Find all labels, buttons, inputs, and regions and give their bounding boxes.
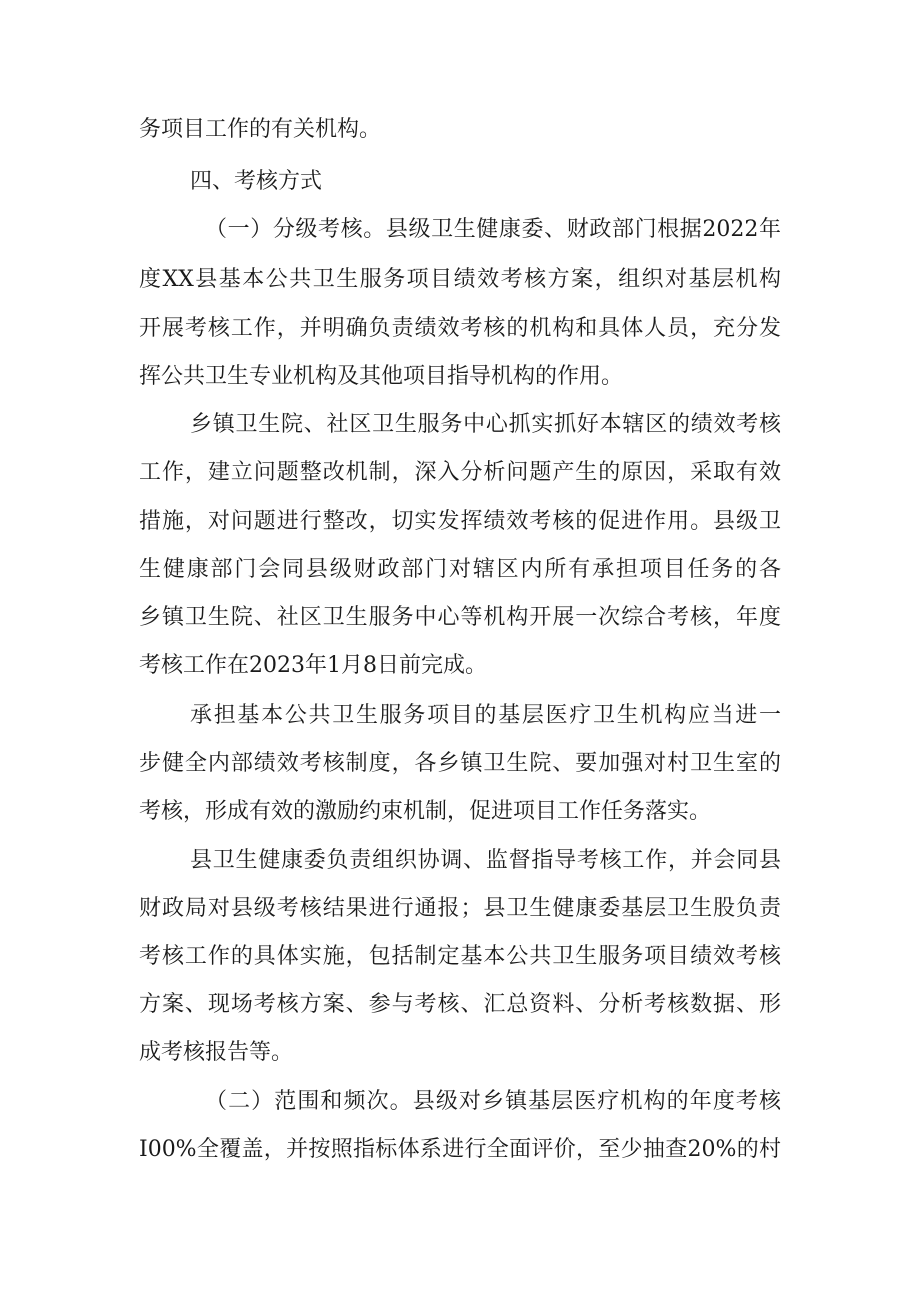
text-line-1: 务项目工作的有关机构。 (139, 117, 382, 142)
text-line-19: 方案、现场考核方案、参与考核、汇总资料、分析考核数据、形 (139, 992, 781, 1017)
text-line-4: 度XX县基本公共卫生服务项目绩效考核方案，组织对基层机构 (139, 267, 781, 292)
text-line-7: 乡镇卫生院、社区卫生服务中心抓实抓好本辖区的绩效考核 (190, 412, 781, 437)
text-line-17: 财政局对县级考核结果进行通报；县卫生健康委基层卫生股负责 (139, 896, 781, 921)
text-line-10: 生健康部门会同县级财政部门对辖区内所有承担项目任务的各 (139, 557, 781, 582)
text-line-14: 步健全内部绩效考核制度，各乡镇卫生院、要加强对村卫生室的 (139, 751, 781, 776)
text-line-9: 措施，对问题进行整改，切实发挥绩效考核的促进作用。县级卫 (139, 509, 781, 534)
text-line-13: 承担基本公共卫生服务项目的基层医疗卫生机构应当进一 (190, 703, 781, 728)
text-line-21: （二）范围和频次。县级对乡镇基层医疗机构的年度考核 (205, 1089, 781, 1114)
text-line-18: 考核工作的具体实施，包括制定基本公共卫生服务项目绩效考核 (139, 944, 781, 969)
text-line-6: 挥公共卫生专业机构及其他项目指导机构的作用。 (139, 364, 624, 389)
text-line-11: 乡镇卫生院、社区卫生服务中心等机构开展一次综合考核，年度 (139, 605, 781, 630)
text-line-8: 工作，建立问题整改机制，深入分析问题产生的原因，采取有效 (139, 460, 781, 485)
text-line-12: 考核工作在2023年1月8日前完成。 (139, 653, 487, 678)
text-line-16: 县卫生健康委负责组织协调、监督指导考核工作，并会同县 (190, 848, 781, 873)
text-line-3: （一）分级考核。县级卫生健康委、财政部门根据2022年 (205, 217, 781, 242)
text-line-20: 成考核报告等。 (139, 1040, 294, 1065)
text-line-22: I00%全覆盖，并按照指标体系进行全面评价，至少抽查20%的村 (139, 1137, 781, 1162)
section-heading: 四、考核方式 (190, 169, 323, 194)
text-line-15: 考核，形成有效的激励约束机制，促进项目工作任务落实。 (139, 799, 712, 824)
text-line-5: 开展考核工作，并明确负责绩效考核的机构和具体人员，充分发 (139, 316, 781, 341)
